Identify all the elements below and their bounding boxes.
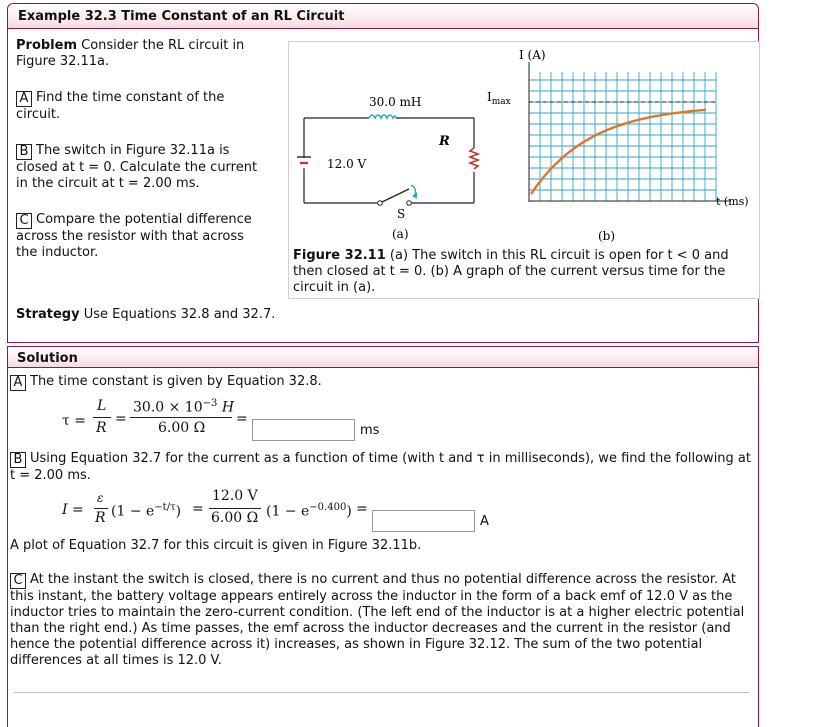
example-header xyxy=(8,4,758,29)
tau-answer-input[interactable] xyxy=(252,419,355,441)
tau-symbol: τ = xyxy=(62,413,86,429)
part-b-text: The switch in Figure 32.11a is closed at t = 0. Calculate the current in the circuit at t = 2.00 ms. xyxy=(16,143,258,191)
denominator-b: 6.00 Ω xyxy=(211,510,259,526)
battery-label: 12.0 V xyxy=(327,157,367,171)
current-curve xyxy=(531,110,706,194)
equals-sign-3: = xyxy=(192,501,204,517)
x-axis-label: t (ms) xyxy=(716,195,749,208)
caption-label: Figure 32.11 xyxy=(293,248,386,263)
switch-label: S xyxy=(397,207,406,221)
emf-symbol: ε xyxy=(97,491,104,505)
part-c-text: Compare the potential difference across the resistor with that across the inductor. xyxy=(16,212,252,260)
equals-sign-1: = xyxy=(115,411,127,427)
solution-b-label: B xyxy=(10,452,26,468)
problem-text: Consider the RL circuit in Figure 32.11a. xyxy=(16,38,245,69)
problem-statement xyxy=(16,38,266,70)
tau-L: L xyxy=(97,398,107,414)
fraction-bar-eps xyxy=(94,508,108,509)
graph-grid xyxy=(529,72,716,201)
figure-32-11 xyxy=(288,41,760,299)
solution-c-text xyxy=(10,572,752,669)
solution-title: Solution xyxy=(17,351,78,366)
subfigure-b-label: (b) xyxy=(598,229,616,243)
part-b-question xyxy=(16,143,271,192)
tau-unit: ms xyxy=(360,423,380,438)
solution-b-sentence: Using Equation 32.7 for the current as a function of time (with t and τ in milliseconds), we find the following at t = 2.00 ms. xyxy=(10,451,751,483)
strategy-text: Use Equations 32.8 and 32.7. xyxy=(83,307,276,322)
caption-text: (a) The switch in this RL circuit is open for t < 0 and then closed at t = 0. (b) A graph of the current versus time for the circuit in (a). xyxy=(293,248,729,295)
fraction-bar-b xyxy=(209,508,261,509)
switch-symbol xyxy=(378,185,417,205)
fraction-bar-a xyxy=(130,417,232,418)
equals-sign-4: = xyxy=(356,501,368,517)
part-b-label: B xyxy=(16,144,32,160)
example-box xyxy=(7,3,759,343)
strategy-label: Strategy xyxy=(16,307,80,322)
solution-c-label: C xyxy=(10,573,26,589)
paren-expression-2: $(1 - e^{-0.400})$ xyxy=(266,502,352,520)
part-a-question xyxy=(16,90,256,123)
I-symbol: I = xyxy=(62,502,84,518)
inductor-coil xyxy=(369,115,396,118)
part-c-question xyxy=(16,212,266,261)
equals-sign-2: = xyxy=(236,411,248,427)
strategy xyxy=(16,307,416,323)
part-c-label: C xyxy=(16,213,32,229)
problem-label: Problem xyxy=(16,38,77,53)
subfigure-a-label: (a) xyxy=(392,227,409,241)
imax-symbol: I xyxy=(487,90,492,104)
tau-R: R xyxy=(96,420,107,436)
imax-label xyxy=(487,90,511,107)
current-unit: A xyxy=(480,514,489,529)
example-title: Example 32.3 Time Constant of an RL Circuit xyxy=(18,9,345,24)
y-axis-label: I (A) xyxy=(519,48,546,62)
numerator-b: 12.0 V xyxy=(212,488,258,504)
solution-a-label: A xyxy=(10,375,26,391)
imax-subscript: max xyxy=(491,97,511,107)
solution-c-paragraph: At the instant the switch is closed, there is no current and thus no potential difference across the resistor. At this instant, the battery voltage appears entirely across the inductor in the form of a back emf of 12.0 V as the inductor tries to maintain the zero-current condition. (The left end of the inductor is at a higher electric potential than the right end.) As time passes, the emf across the inductor decreases and the current in the resistor (and hence the potential difference across it) increases, as shown in Figure 32.12. The sum of the two potential differences at all times is 12.0 V. xyxy=(10,572,745,668)
rl-circuit-diagram xyxy=(289,42,489,241)
resistor-label: R xyxy=(439,134,450,149)
solution-b-text xyxy=(10,451,755,484)
solution-a-sentence: The time constant is given by Equation 32.8. xyxy=(30,374,322,389)
fraction-bar-L-R xyxy=(93,417,111,418)
numerator-a: $30.0 \times 10^{-3}$ H xyxy=(133,398,235,416)
inductor-label: 30.0 mH xyxy=(369,95,422,109)
denominator-a: 6.00 Ω xyxy=(158,420,206,436)
figure-caption xyxy=(293,248,748,296)
current-vs-time-graph xyxy=(487,42,751,243)
part-a-text: Find the time constant of the circuit. xyxy=(16,90,225,122)
solution-header xyxy=(8,347,758,368)
solution-box xyxy=(7,346,759,727)
current-answer-input[interactable] xyxy=(372,510,475,532)
solution-a-text xyxy=(10,374,710,391)
bottom-divider xyxy=(14,692,749,693)
paren-expression-1: $(1 - e^{-t/\tau})$ xyxy=(111,502,182,520)
plot-sentence: A plot of Equation 32.7 for this circuit is given in Figure 32.11b. xyxy=(10,538,422,553)
R-symbol: R xyxy=(95,510,106,526)
resistor-zigzag xyxy=(470,148,478,169)
part-a-label: A xyxy=(16,91,32,107)
